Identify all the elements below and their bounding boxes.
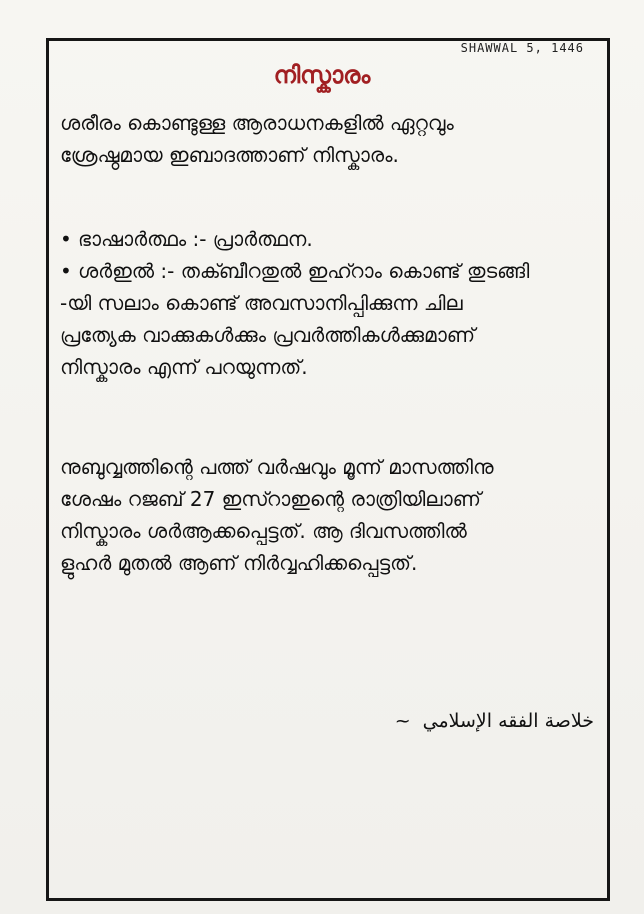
bullet-icon: • xyxy=(60,259,72,283)
definition-shari-line-3: പ്രത്യേക വാക്കുകൾക്കും പ്രവർത്തികൾക്കുമാണ് xyxy=(60,323,476,347)
source-text: خلاصة الفقه الإسلامي xyxy=(422,710,594,732)
definition-linguistic-row xyxy=(60,223,580,255)
spacer xyxy=(60,383,580,451)
definition-shari-line-4: നിസ്കാരം എന്ന് പറയുന്നത്. xyxy=(60,355,308,379)
hijri-date: SHAWWAL 5, 1446 xyxy=(460,41,584,55)
page-title: നിസ്കാരം xyxy=(273,61,371,89)
definition-linguistic: ഭാഷാർത്ഥം :- പ്രാർത്ഥന. xyxy=(78,227,313,251)
intro-line-1: ശരീരം കൊണ്ടുള്ള ആരാധനകളിൽ ഏറ്റവും xyxy=(60,111,454,135)
tilde-mark: ~ xyxy=(394,710,411,732)
history-line-2: ശേഷം റജബ് 27 ഇസ്റാഇന്റെ രാത്രിയിലാണ് xyxy=(60,487,481,511)
bullet-icon: • xyxy=(60,227,72,251)
history-line-4: ളുഹർ മുതൽ ആണ് നിർവ്വഹിക്കപ്പെട്ടത്. xyxy=(60,551,418,575)
intro-line-2: ശ്രേഷ്ഠമായ ഇബാദത്താണ് നിസ്കാരം. xyxy=(60,143,399,167)
history-line-1: നുബുവ്വത്തിന്റെ പത്ത് വർഷവും മൂന്ന് മാസത്തിനു xyxy=(60,455,494,479)
spacer xyxy=(60,171,580,223)
source-reference xyxy=(395,710,594,732)
definition-shari-line-1: ശർഇൽ :- തക്ബീറതുൽ ഇഹ്റാം കൊണ്ട് തുടങ്ങി xyxy=(78,259,530,283)
note-content xyxy=(60,107,580,579)
definition-shari-line-2: -യി സലാം കൊണ്ട് അവസാനിപ്പിക്കുന്ന ചില xyxy=(60,291,463,315)
definition-shari-row xyxy=(60,255,580,287)
history-line-3: നിസ്കാരം ശർആക്കപ്പെട്ടത്. ആ ദിവസത്തിൽ xyxy=(60,519,467,543)
